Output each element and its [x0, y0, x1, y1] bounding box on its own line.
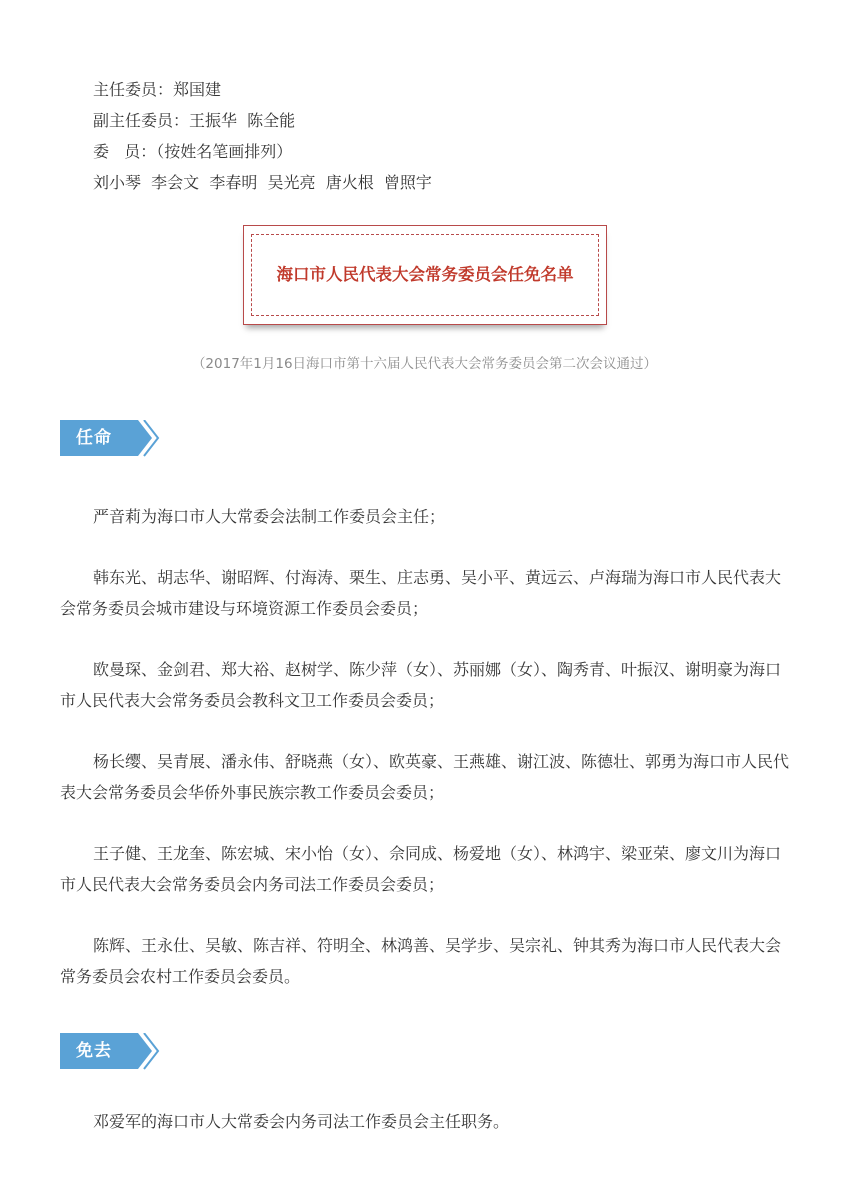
- appoint-paragraph-3: 欧曼琛、金剑君、郑大裕、赵树学、陈少萍（女）、苏丽娜（女）、陶秀青、叶振汉、谢明豪为海口市人民代表大会常务委员会教科文卫工作委员会委员；: [60, 660, 782, 710]
- title-box: [243, 225, 607, 325]
- section-tag-appoint: [60, 420, 160, 460]
- members-names-line: 刘小琴 李会文 李春明 吴光亮 唐火根 曾照宇: [93, 173, 432, 192]
- dismiss-paragraph-1: 邓爱军的海口市人大常委会内务司法工作委员会主任职务。: [93, 1112, 510, 1131]
- director-line: 主任委员：郑国建: [93, 80, 222, 99]
- appoint-paragraph-6: 陈辉、王永仕、吴敏、陈吉祥、符明全、林鸿善、吴学步、吴宗礼、钟其秀为海口市人民代表大会常务委员会农村工作委员会委员。: [60, 936, 782, 986]
- deputy-director-line: 副主任委员：王振华 陈全能: [93, 111, 296, 130]
- appoint-paragraph-4: 杨长缨、吴青展、潘永伟、舒晓燕（女）、欧英豪、王燕雄、谢江波、陈德壮、郭勇为海口市人民代表大会常务委员会华侨外事民族宗教工作委员会委员；: [60, 752, 790, 802]
- appoint-paragraph-2: 韩东光、胡志华、谢昭辉、付海涛、栗生、庄志勇、吴小平、黄远云、卢海瑞为海口市人民代表大会常务委员会城市建设与环境资源工作委员会委员；: [60, 568, 782, 618]
- committee-members-block: [93, 74, 432, 198]
- section-tag-dismiss: [60, 1033, 160, 1073]
- section-label: 免去: [76, 1041, 112, 1061]
- appoint-paragraph-5: 王子健、王龙奎、陈宏城、宋小怡（女）、佘同成、杨爱地（女）、林鸿宇、梁亚荣、廖文川为海口市人民代表大会常务委员会内务司法工作委员会委员；: [60, 844, 782, 894]
- appoint-paragraph-1: 严音莉为海口市人大常委会法制工作委员会主任；: [93, 507, 446, 526]
- section-label: 任命: [76, 428, 112, 448]
- page-title: 海口市人民代表大会常务委员会任免名单: [251, 234, 599, 316]
- members-heading-line: 委 员：（按姓名笔画排列）: [93, 142, 293, 161]
- meeting-date-subtitle: （2017年1月16日海口市第十六届人民代表大会常务委员会第二次会议通过）: [191, 356, 658, 372]
